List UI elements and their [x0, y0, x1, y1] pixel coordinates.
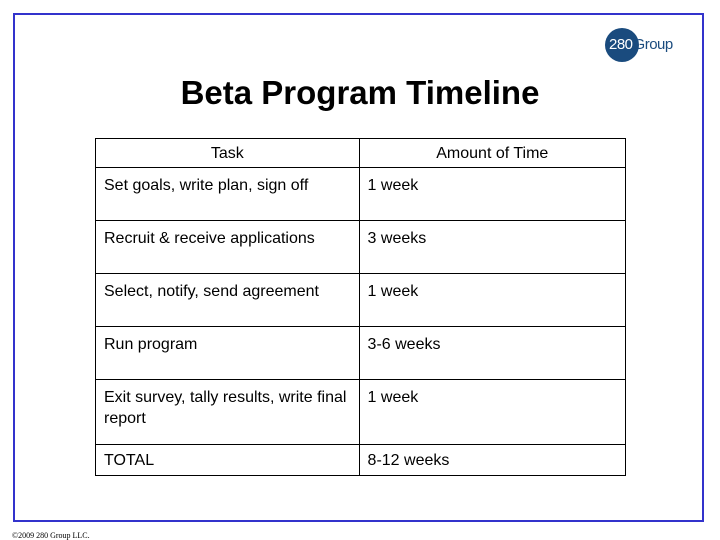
table-row [96, 274, 626, 327]
total-time: 8-12 weeks [359, 445, 625, 476]
task-cell: Select, notify, send agreement [96, 274, 360, 327]
time-cell: 3 weeks [359, 221, 625, 274]
logo-word: Group [633, 36, 673, 53]
total-label: TOTAL [96, 445, 360, 476]
time-cell: 1 week [359, 274, 625, 327]
table-row [96, 221, 626, 274]
slide-title: Beta Program Timeline [180, 74, 540, 111]
time-cell: 1 week [359, 168, 625, 221]
header-amount-of-time: Amount of Time [359, 139, 625, 168]
time-cell: 1 week [359, 380, 625, 445]
time-cell: 3-6 weeks [359, 327, 625, 380]
copyright-footer: ©2009 280 Group LLC. [12, 531, 90, 540]
table-row [96, 168, 626, 221]
task-cell: Recruit & receive applications [96, 221, 360, 274]
company-logo [605, 28, 710, 62]
total-row [96, 445, 626, 476]
logo-number: 280 [609, 36, 633, 53]
task-cell: Exit survey, tally results, write final report [96, 380, 360, 445]
table-row [96, 327, 626, 380]
task-cell: Run program [96, 327, 360, 380]
logo-text [609, 36, 673, 53]
table-row [96, 380, 626, 445]
header-task: Task [96, 139, 360, 168]
timeline-table [95, 138, 626, 476]
table-header-row [96, 139, 626, 168]
task-cell: Set goals, write plan, sign off [96, 168, 360, 221]
